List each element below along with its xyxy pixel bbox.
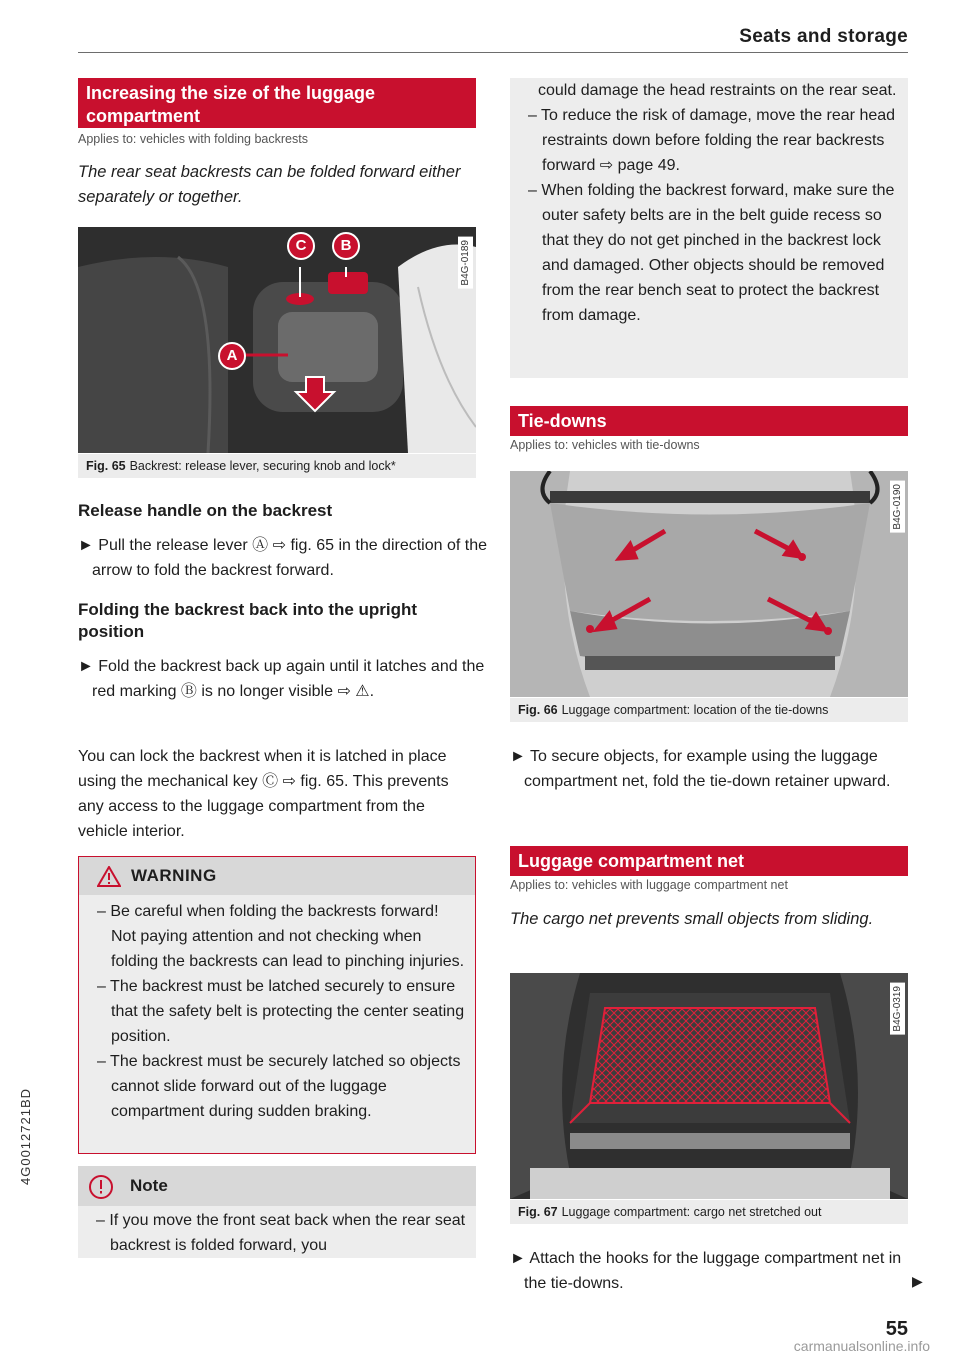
fold-heading: Folding the backrest back into the upright position: [78, 600, 418, 641]
document-code: 4G0012721BD: [18, 1087, 33, 1185]
continue-arrow-icon: ▶: [912, 1273, 923, 1289]
figure-67-id: B4G-0319: [890, 983, 905, 1035]
note-continuation-item: – When folding the backrest forward, make sure the outer safety belts are in the belt guide recess so that they do not get pinched in the backrest lock and damaged. Other objects should be removed from the rear bench seat to protect the backrest from damage.: [528, 182, 895, 324]
warning-triangle-icon: [97, 866, 121, 887]
figure-65-id: B4G-0189: [458, 237, 473, 289]
warning-item: – The backrest must be latched securely to ensure that the safety belt is protecting the center seating position.: [97, 978, 465, 1045]
cargo-net-illustration: [510, 973, 908, 1199]
release-bullet: ► Pull the release lever Ⓐ ⇨ fig. 65 in the direction of the arrow to fold the backrest forward.: [78, 537, 488, 579]
heading-tie-downs: Tie-downs: [510, 406, 908, 436]
section-title: Seats and storage: [739, 26, 908, 47]
figure-66-id: B4G-0190: [890, 481, 905, 533]
heading-cargo-net: Luggage compartment net: [510, 846, 908, 876]
marker-a: A: [218, 342, 246, 370]
note-header: [78, 1166, 476, 1206]
heading-luggage-size: Increasing the size of the luggage compartment: [78, 78, 476, 128]
warning-item: – Be careful when folding the backrests forward! Not paying attention and not checking when folding the backrests can lead to pinching injuries.: [97, 903, 465, 970]
figure-66-caption-text: Luggage compartment: location of the tie-downs: [561, 703, 829, 717]
note-item: – If you move the front seat back when the rear seat backrest is folded forward, you: [96, 1212, 466, 1254]
figure-65-label: Fig. 65: [86, 459, 126, 473]
intro-backrests: The rear seat backrests can be folded forward either separately or together.: [78, 163, 461, 206]
note-continuation-box: [510, 78, 908, 378]
warning-title: WARNING: [131, 866, 217, 885]
lock-paragraph: You can lock the backrest when it is latched in place using the mechanical key Ⓒ ⇨ fig. 65. This prevents any access to the luggage compartment from the vehicle interior.: [78, 748, 449, 840]
fold-bullet: ► Fold the backrest back up again until it latches and the red marking Ⓑ is no longer visible ⇨ ⚠.: [78, 658, 485, 700]
figure-67-caption-text: Luggage compartment: cargo net stretched out: [561, 1205, 822, 1219]
figure-66-label: Fig. 66: [518, 703, 558, 717]
figure-67-image: [510, 973, 908, 1199]
watermark-text: carmanualsonline.info: [793, 1338, 930, 1354]
figure-65-image: [78, 227, 476, 453]
marker-c: C: [287, 232, 315, 260]
marker-b: B: [332, 232, 360, 260]
applies-cargo-net: Applies to: vehicles with luggage compartment net: [510, 878, 788, 892]
tie-downs-bullet: ► To secure objects, for example using the luggage compartment net, fold the tie-down retainer upward.: [510, 748, 891, 790]
applies-tie-downs: Applies to: vehicles with tie-downs: [510, 438, 700, 452]
figure-67-label: Fig. 67: [518, 1205, 558, 1219]
figure-66-image: [510, 471, 908, 697]
applies-folding: Applies to: vehicles with folding backrests: [78, 132, 308, 146]
note-info-icon: [88, 1174, 114, 1200]
figure-65-caption-text: Backrest: release lever, securing knob and lock*: [129, 459, 396, 473]
note-title: Note: [130, 1176, 168, 1195]
page-number: 55: [885, 1318, 908, 1340]
figure-66-caption: [510, 698, 908, 722]
trunk-tie-downs-illustration: [510, 471, 908, 697]
warning-item: – The backrest must be securely latched so objects cannot slide forward out of the luggage compartment during sudden braking.: [97, 1053, 461, 1120]
figure-67-caption: [510, 1200, 908, 1224]
note-continuation-item: – To reduce the risk of damage, move the rear head restraints down before folding the rear backrests forward ⇨ page 49.: [528, 107, 896, 174]
note-box: [78, 1166, 476, 1258]
warning-box: [78, 856, 476, 1154]
cargo-net-bullet: ► Attach the hooks for the luggage compartment net in the tie-downs.: [510, 1250, 902, 1292]
warning-header: [79, 857, 475, 895]
intro-cargo-net: The cargo net prevents small objects from sliding.: [510, 910, 874, 928]
release-heading: Release handle on the backrest: [78, 501, 333, 520]
figure-65-caption: [78, 454, 476, 478]
note-continuation-first: could damage the head restraints on the rear seat.: [538, 82, 897, 99]
header-rule: [78, 52, 908, 53]
backrest-illustration: [78, 227, 476, 453]
